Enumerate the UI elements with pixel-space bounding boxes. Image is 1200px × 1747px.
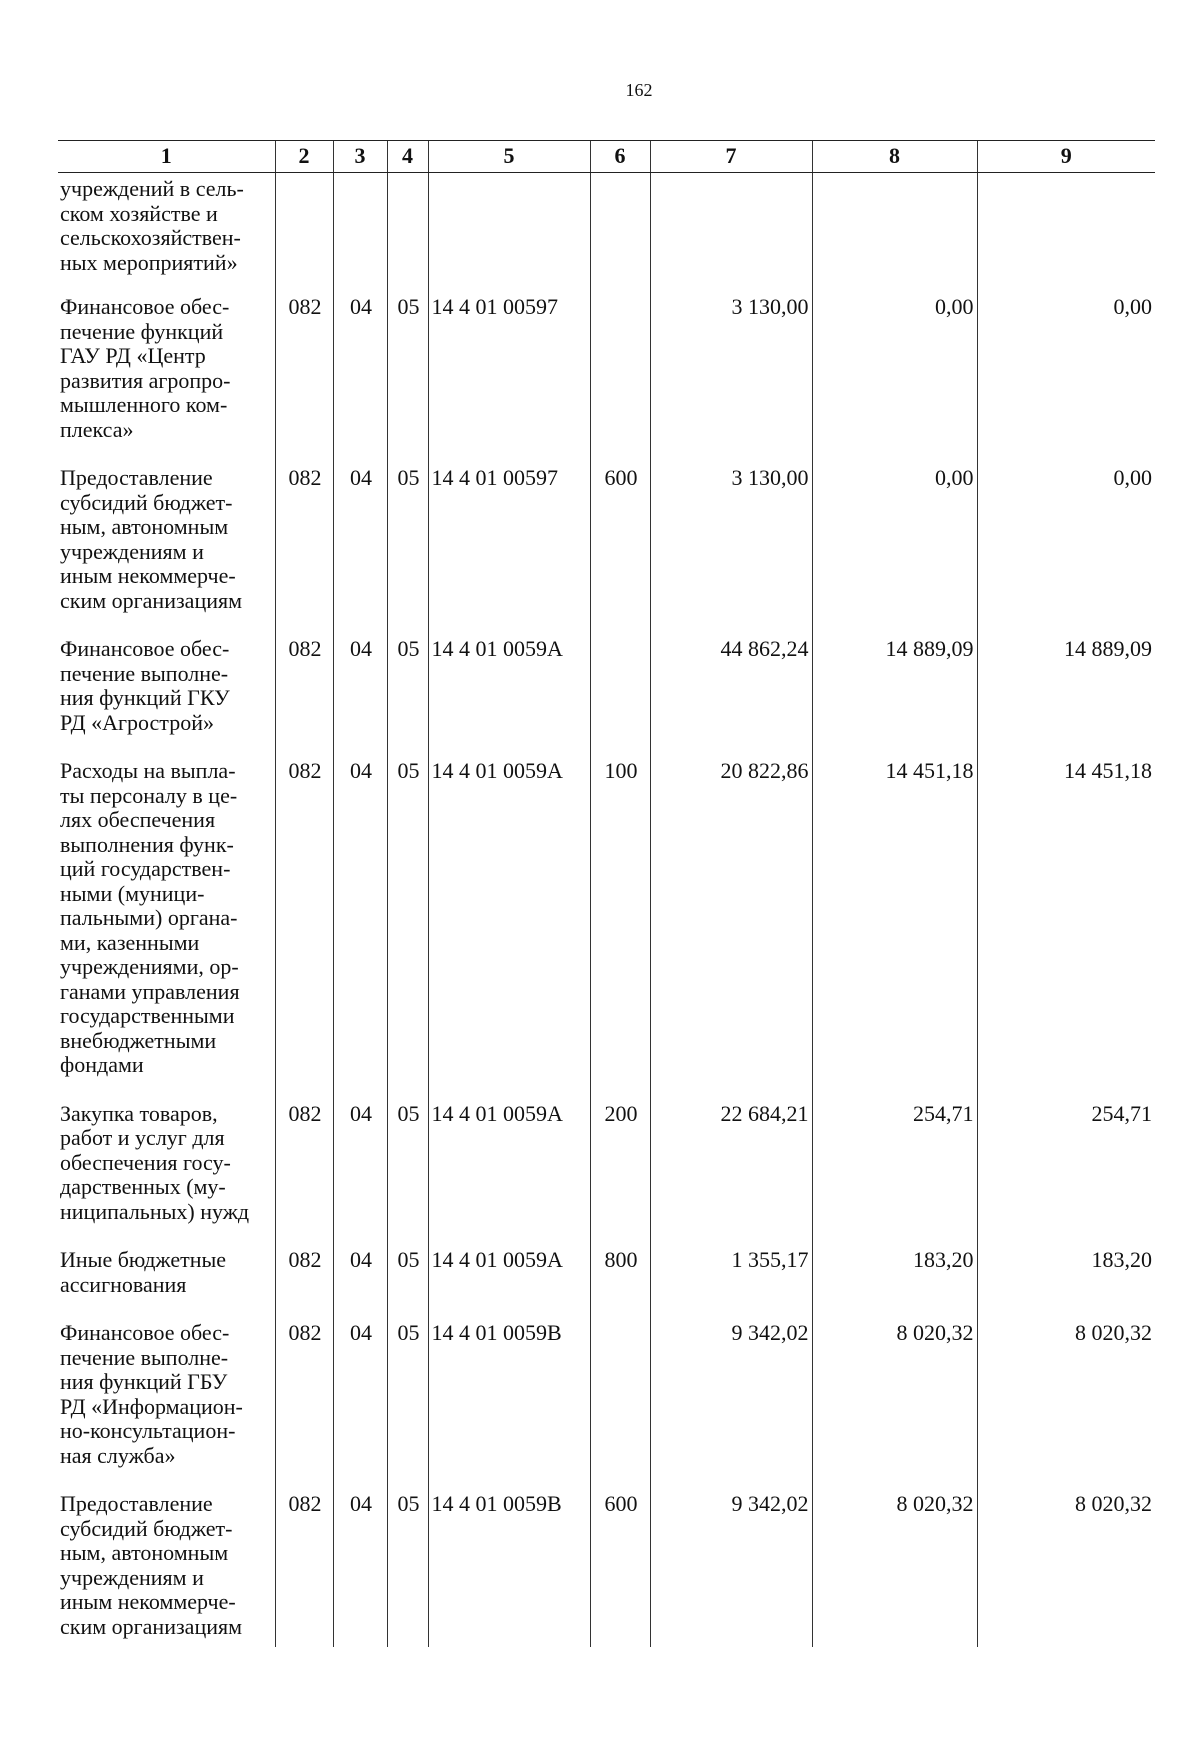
row-name: Предоставление субсидий бюджет- ным, автономным учреждениям и иным некоммерче- ским организациям — [60, 465, 243, 613]
column-header-1: 1 — [58, 141, 275, 173]
budget-table-container — [58, 140, 1155, 1647]
cell-amount-9: 14 451,18 — [977, 759, 1155, 1102]
cell-amount-8: 0,00 — [812, 295, 977, 466]
table-row — [58, 173, 1155, 296]
row-name: Иные бюджетные ассигнования — [60, 1247, 227, 1297]
cell-amount-8 — [812, 173, 977, 296]
cell-amount-8: 0,00 — [812, 466, 977, 637]
cell-expense-type — [590, 637, 650, 759]
table-row — [58, 1492, 1155, 1647]
row-name-cell — [58, 1248, 275, 1321]
row-name: Расходы на выпла- ты персоналу в це- лях обеспечения выполнения функ- ций государствен- ными (муници- пальными) органа- ми, казенными учреждениями, ор- ганами управления государственными внебюджетными фондами — [60, 758, 240, 1077]
cell-section: 04 — [333, 466, 387, 637]
cell-section: 04 — [333, 1248, 387, 1321]
cell-subsection: 05 — [387, 466, 428, 637]
cell-section: 04 — [333, 637, 387, 759]
cell-target-code: 14 4 01 0059А — [428, 1102, 590, 1249]
row-name-cell — [58, 759, 275, 1102]
row-name-cell — [58, 1321, 275, 1492]
cell-amount-9 — [977, 173, 1155, 296]
cell-ministry-code: 082 — [275, 759, 333, 1102]
cell-ministry-code: 082 — [275, 295, 333, 466]
column-header-4: 4 — [387, 141, 428, 173]
cell-expense-type — [590, 295, 650, 466]
cell-amount-9: 0,00 — [977, 295, 1155, 466]
cell-amount-7: 20 822,86 — [650, 759, 812, 1102]
row-name-cell — [58, 466, 275, 637]
cell-expense-type — [590, 1321, 650, 1492]
cell-amount-7: 3 130,00 — [650, 466, 812, 637]
cell-amount-8: 254,71 — [812, 1102, 977, 1249]
row-name-cell — [58, 1102, 275, 1249]
cell-subsection — [387, 173, 428, 296]
cell-subsection: 05 — [387, 637, 428, 759]
cell-expense-type: 100 — [590, 759, 650, 1102]
cell-target-code: 14 4 01 0059А — [428, 1248, 590, 1321]
column-header-6: 6 — [590, 141, 650, 173]
cell-amount-9: 8 020,32 — [977, 1492, 1155, 1647]
cell-ministry-code: 082 — [275, 1492, 333, 1647]
cell-amount-7: 1 355,17 — [650, 1248, 812, 1321]
cell-amount-8: 8 020,32 — [812, 1321, 977, 1492]
cell-amount-8: 14 889,09 — [812, 637, 977, 759]
row-name-cell — [58, 1492, 275, 1647]
row-name-cell — [58, 173, 275, 296]
column-header-5: 5 — [428, 141, 590, 173]
table-header-row — [58, 141, 1155, 173]
row-name: учреждений в сель- ском хозяйстве и сельскохозяйствен- ных мероприятий» — [60, 176, 244, 275]
cell-target-code: 14 4 01 0059В — [428, 1321, 590, 1492]
column-header-7: 7 — [650, 141, 812, 173]
column-header-9: 9 — [977, 141, 1155, 173]
cell-target-code: 14 4 01 0059В — [428, 1492, 590, 1647]
cell-section: 04 — [333, 1492, 387, 1647]
row-name: Закупка товаров, работ и услуг для обеспечения госу- дарственных (му- ниципальных) нужд — [60, 1100, 250, 1224]
cell-target-code: 14 4 01 00597 — [428, 295, 590, 466]
column-header-3: 3 — [333, 141, 387, 173]
cell-subsection: 05 — [387, 759, 428, 1102]
cell-target-code: 14 4 01 0059А — [428, 759, 590, 1102]
row-name: Финансовое обес- печение функций ГАУ РД «Центр развития агропро- мышленного ком- плекса» — [60, 294, 231, 442]
cell-amount-7: 9 342,02 — [650, 1492, 812, 1647]
table-row — [58, 466, 1155, 637]
cell-amount-7: 3 130,00 — [650, 295, 812, 466]
cell-section: 04 — [333, 1321, 387, 1492]
cell-amount-7 — [650, 173, 812, 296]
cell-section — [333, 173, 387, 296]
table-row — [58, 637, 1155, 759]
budget-table — [58, 140, 1155, 1647]
cell-section: 04 — [333, 759, 387, 1102]
table-row — [58, 759, 1155, 1102]
cell-amount-8: 14 451,18 — [812, 759, 977, 1102]
cell-amount-7: 44 862,24 — [650, 637, 812, 759]
cell-ministry-code: 082 — [275, 1321, 333, 1492]
cell-subsection: 05 — [387, 1492, 428, 1647]
cell-amount-8: 8 020,32 — [812, 1492, 977, 1647]
column-header-2: 2 — [275, 141, 333, 173]
table-row — [58, 1102, 1155, 1249]
cell-amount-7: 22 684,21 — [650, 1102, 812, 1249]
cell-subsection: 05 — [387, 1321, 428, 1492]
cell-expense-type: 600 — [590, 1492, 650, 1647]
cell-section: 04 — [333, 1102, 387, 1249]
row-name: Предоставление субсидий бюджет- ным, автономным учреждениям и иным некоммерче- ским организациям — [60, 1491, 243, 1639]
page-number: 162 — [625, 80, 653, 100]
cell-subsection: 05 — [387, 1102, 428, 1249]
cell-expense-type: 600 — [590, 466, 650, 637]
cell-amount-9: 254,71 — [977, 1102, 1155, 1249]
cell-section: 04 — [333, 295, 387, 466]
cell-amount-7: 9 342,02 — [650, 1321, 812, 1492]
table-row — [58, 295, 1155, 466]
cell-ministry-code — [275, 173, 333, 296]
row-name: Финансовое обес- печение выполне- ния функций ГБУ РД «Информацион- но-консультацион- ная служба» — [60, 1320, 243, 1468]
column-header-8: 8 — [812, 141, 977, 173]
cell-expense-type: 200 — [590, 1102, 650, 1249]
row-name-cell — [58, 295, 275, 466]
cell-subsection: 05 — [387, 1248, 428, 1321]
cell-subsection: 05 — [387, 295, 428, 466]
cell-target-code — [428, 173, 590, 296]
cell-expense-type: 800 — [590, 1248, 650, 1321]
cell-ministry-code: 082 — [275, 466, 333, 637]
cell-target-code: 14 4 01 0059А — [428, 637, 590, 759]
table-row — [58, 1248, 1155, 1321]
cell-ministry-code: 082 — [275, 637, 333, 759]
table-row — [58, 1321, 1155, 1492]
cell-expense-type — [590, 173, 650, 296]
row-name: Финансовое обес- печение выполне- ния функций ГКУ РД «Агрострой» — [60, 636, 230, 735]
cell-amount-9: 8 020,32 — [977, 1321, 1155, 1492]
cell-ministry-code: 082 — [275, 1102, 333, 1249]
row-name-cell — [58, 637, 275, 759]
cell-amount-8: 183,20 — [812, 1248, 977, 1321]
cell-amount-9: 14 889,09 — [977, 637, 1155, 759]
cell-ministry-code: 082 — [275, 1248, 333, 1321]
cell-amount-9: 0,00 — [977, 466, 1155, 637]
cell-amount-9: 183,20 — [977, 1248, 1155, 1321]
cell-target-code: 14 4 01 00597 — [428, 466, 590, 637]
